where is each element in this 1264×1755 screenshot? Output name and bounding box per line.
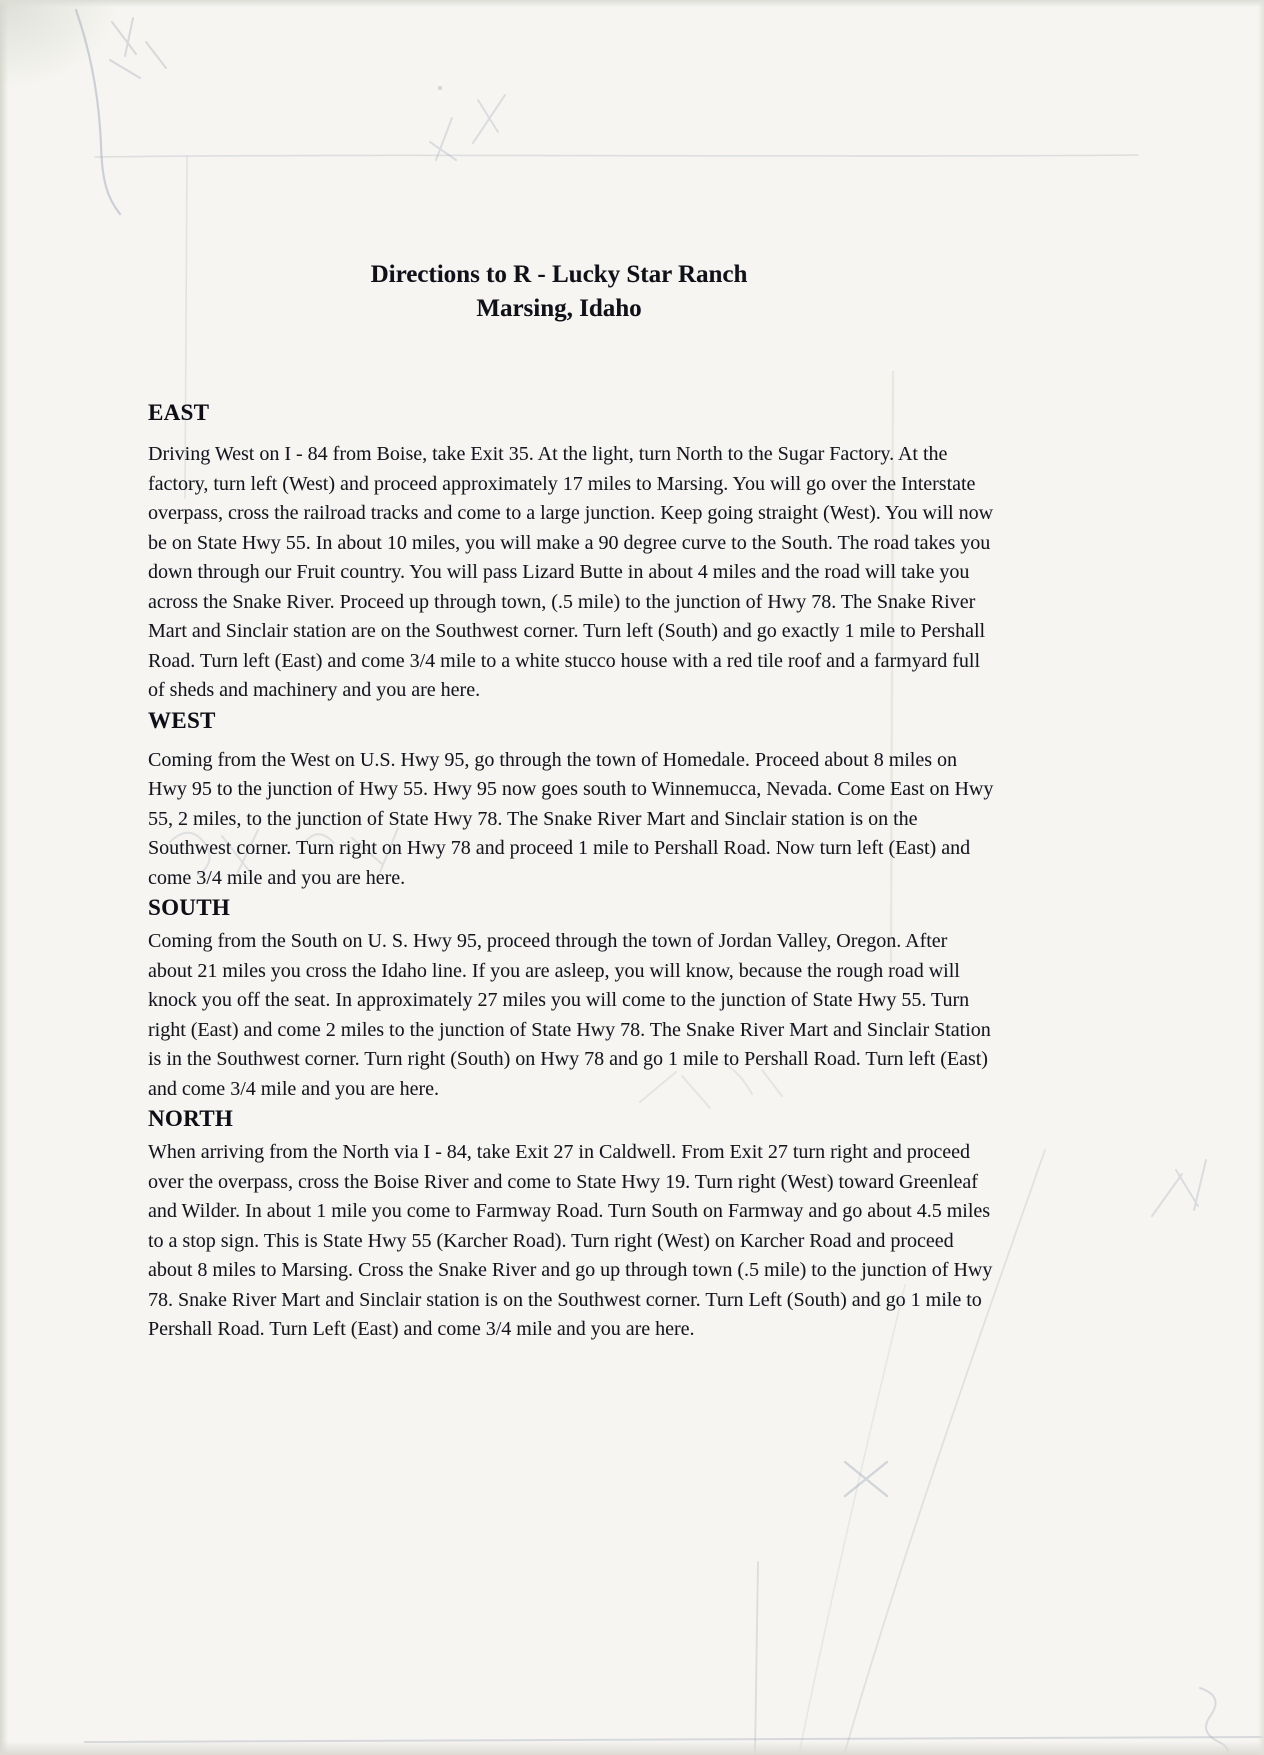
section-east-heading: EAST <box>148 400 210 425</box>
section-north <box>148 1104 996 1345</box>
section-south-heading: SOUTH <box>148 895 231 920</box>
section-west <box>148 706 996 894</box>
scan-edge-right <box>1258 0 1264 1755</box>
scan-edge-top <box>0 0 1264 7</box>
pencil-stroke <box>800 1285 905 1750</box>
section-west-heading: WEST <box>148 707 216 733</box>
section-south-body: Coming from the South on U. S. Hwy 95, proceed through the town of Jordan Valley, Oregon. After about 21 miles you cross the Idaho line. If you are asleep, you will know, because the rough road will knock you off the seat. In approximately 27 miles you will come to the junction of State Hwy 55. Turn right (East) and come 2 miles to the junction of State Hwy 78. The Snake River Mart and Sinclair Station is in the Southwest corner. Turn right (South) on Hwy 78 and go 1 mile to Pershall Road. Turn left (East) and come 3/4 mile and you are here. <box>148 930 991 1100</box>
pencil-stroke <box>755 1562 758 1755</box>
section-east-body: Driving West on I - 84 from Boise, take Exit 35. At the light, turn North to the Sugar Factory. At the factory, turn left (West) and proceed approximately 17 miles to Marsing. You will go over the Interstate overpass, cross the railroad tracks and come to a large junction. Keep going straight (West). You will now be on State Hwy 55. In about 10 miles, you will make a 90 degree curve to the South. The road takes you down through our Fruit country. You will pass Lizard Butte in about 4 miles and the road will take you across the Snake River. Proceed up through town, (.5 mile) to the junction of Hwy 78. The Snake River Mart and Sinclair station are on the Southwest corner. Turn left (South) and go exactly 1 mile to Pershall Road. Turn left (East) and come 3/4 mile to a white stucco house with a red tile roof and a farmyard full of sheds and machinery and you are here. <box>148 443 994 701</box>
document-title <box>148 258 996 326</box>
pencil-stroke <box>1152 1160 1206 1216</box>
section-north-heading: NORTH <box>148 1106 234 1131</box>
scan-edge-bottom <box>0 1741 1264 1755</box>
scan-edge-left <box>0 0 8 1755</box>
section-south <box>148 893 996 1104</box>
section-east <box>148 398 996 706</box>
pencil-x-mark <box>845 1462 887 1496</box>
title-line-2: Marsing, Idaho <box>476 295 642 322</box>
section-north-body: When arriving from the North via I - 84, take Exit 27 in Caldwell. From Exit 27 turn right and proceed over the overpass, cross the Boise River and come to State Hwy 19. Turn right (West) toward Greenleaf and Wilder. In about 1 mile you come to Farmway Road. Turn South on Farmway and go about 4.5 miles to a stop sign. This is State Hwy 55 (Karcher Road). Turn right (West) on Karcher Road and proceed about 8 miles to Marsing. Cross the Snake River and go up through town (.5 mile) to the junction of Hwy 78. Snake River Mart and Sinclair station is on the Southwest corner. Turn Left (South) and go 1 mile to Pershall Road. Turn Left (East) and come 3/4 mile and you are here. <box>148 1141 993 1340</box>
title-line-1: Directions to R - Lucky Star Ranch <box>370 261 748 288</box>
section-west-body: Coming from the West on U.S. Hwy 95, go through the town of Homedale. Proceed about 8 miles on Hwy 95 to the junction of Hwy 55. Hwy 95 now goes south to Winnemucca, Nevada. Come East on Hwy 55, 2 miles, to the junction of State Hwy 78. The Snake River Mart and Sinclair station is on the Southwest corner. Turn right on Hwy 78 and proceed 1 mile to Pershall Road. Now turn left (East) and come 3/4 mile and you are here. <box>148 748 994 889</box>
